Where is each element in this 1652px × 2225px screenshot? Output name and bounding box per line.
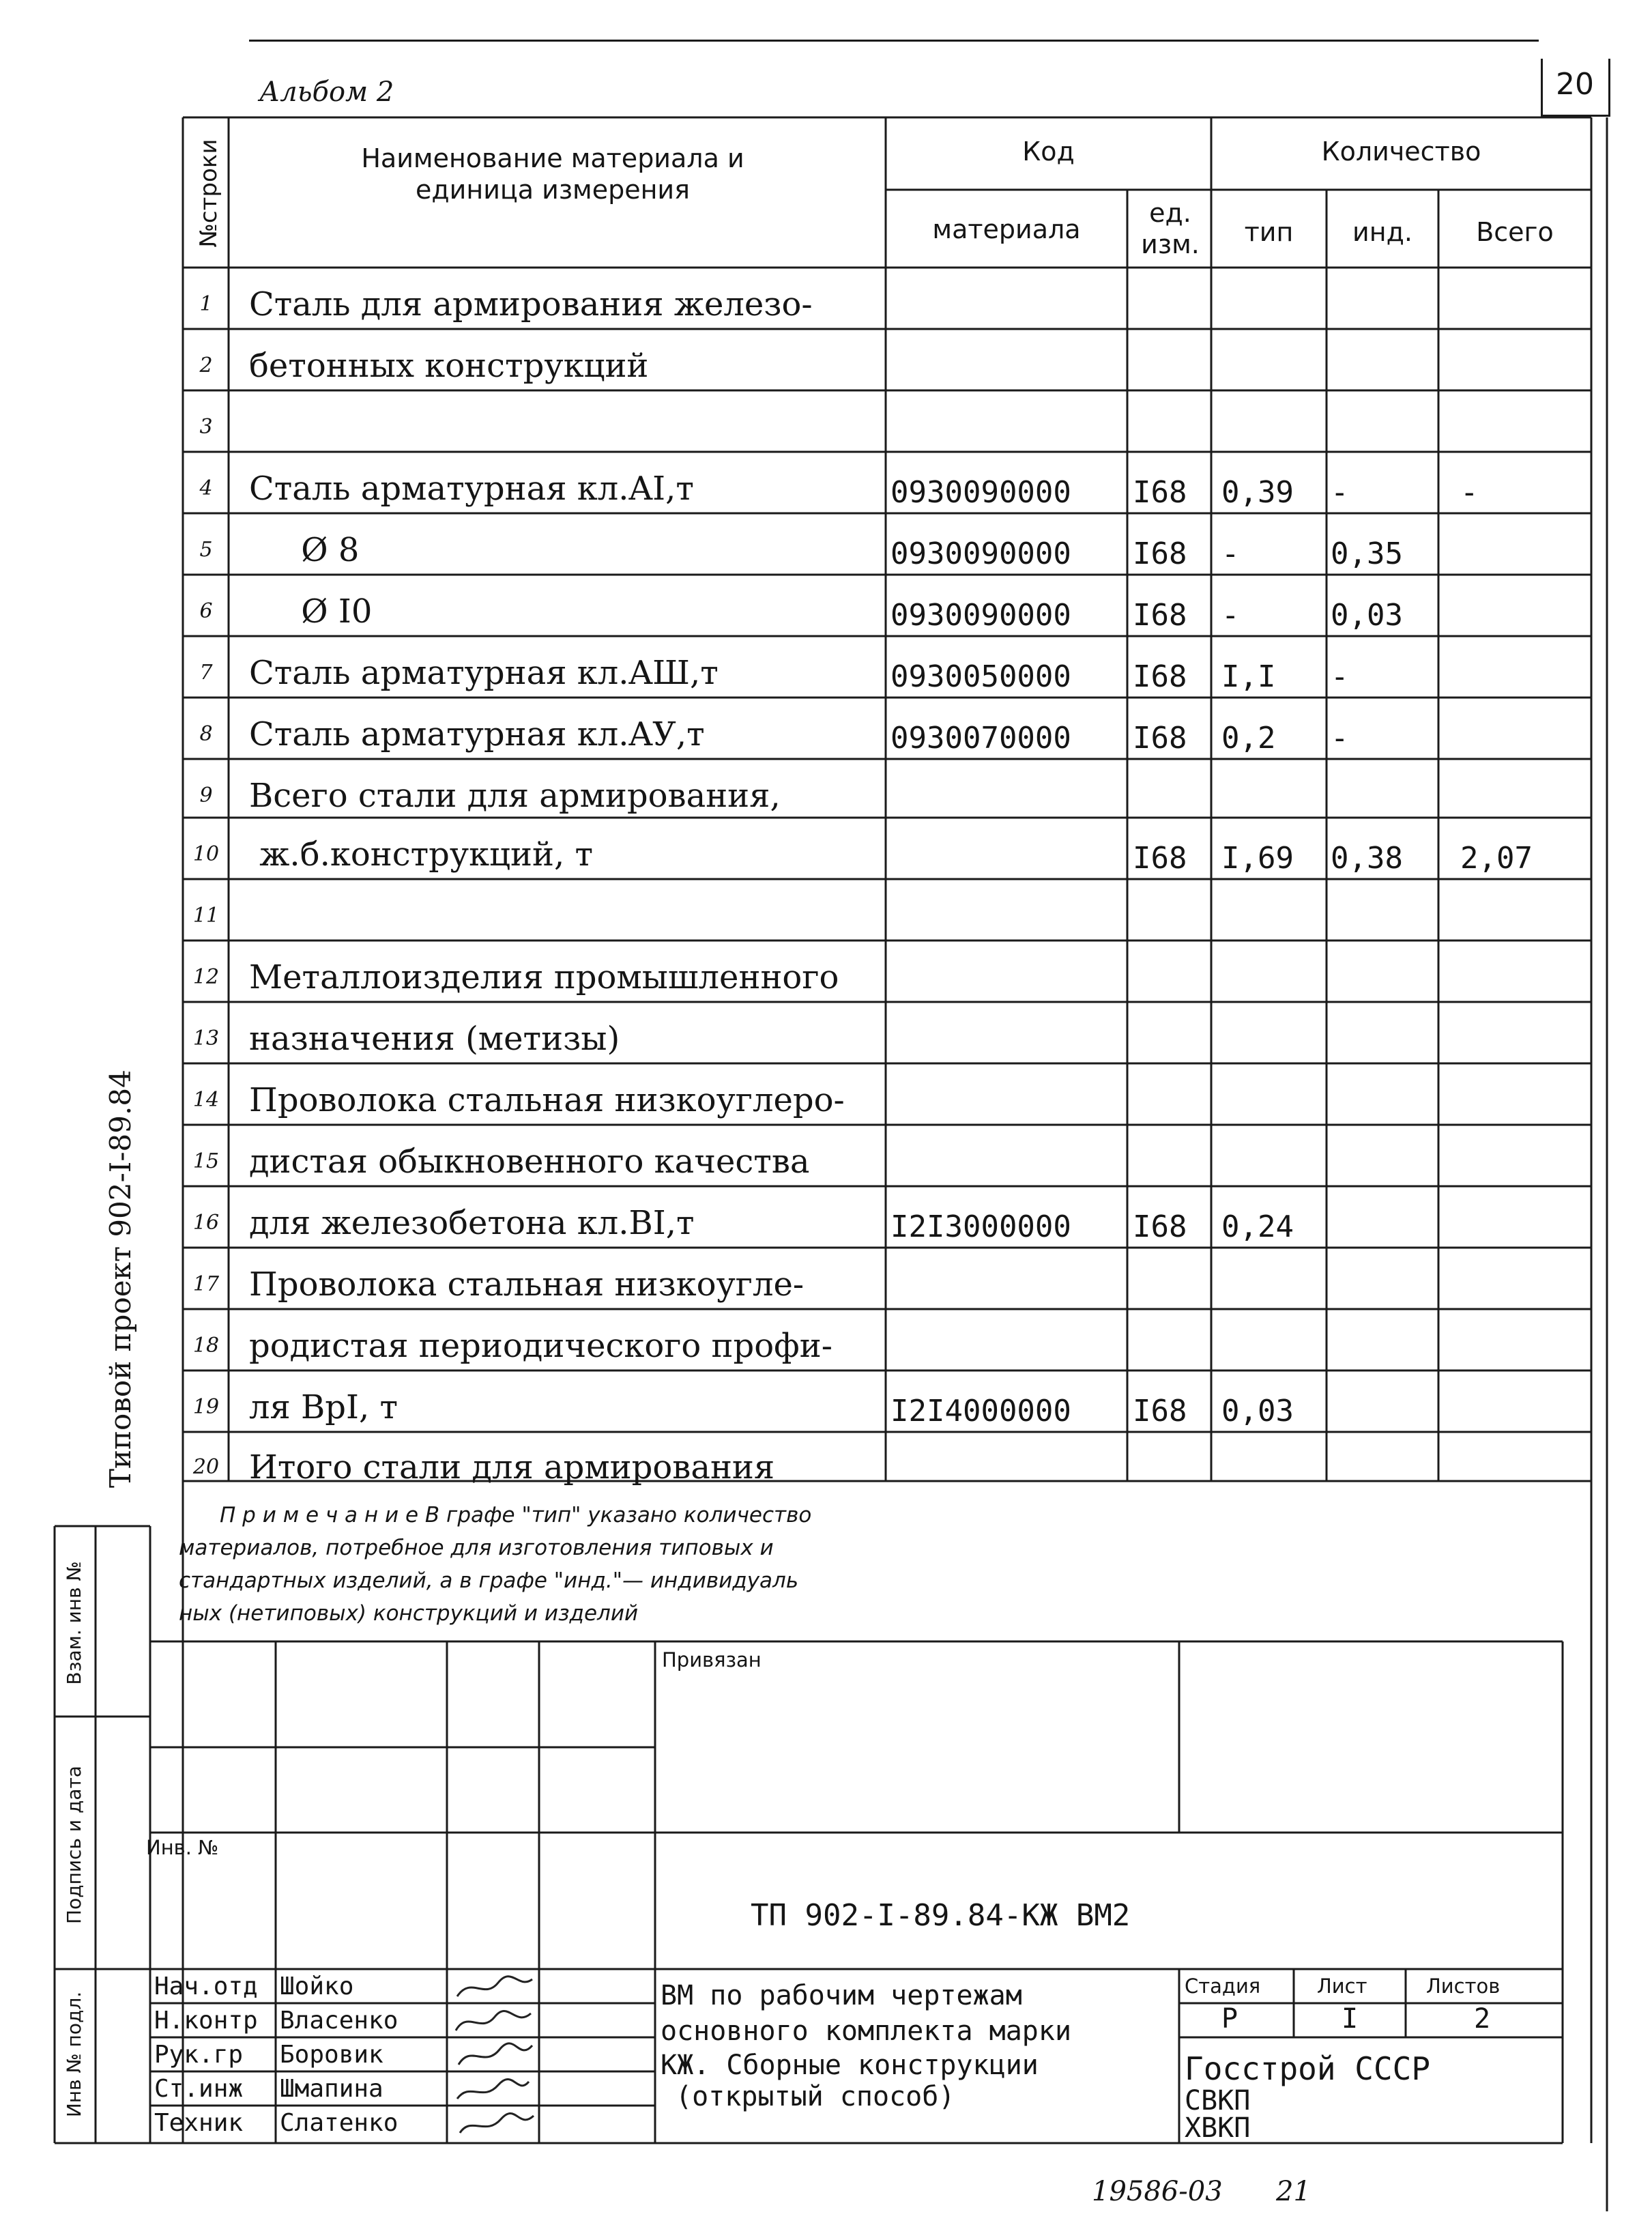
qty-ind: 0,35: [1331, 536, 1403, 571]
row-number: 18: [192, 1334, 220, 1358]
col-ind-header: инд.: [1352, 217, 1412, 247]
material-name: Ø 8: [249, 531, 360, 569]
staff-role: Нач.отд: [154, 1972, 258, 2000]
row-number: 7: [199, 661, 213, 685]
material-name: для железобетона кл.BI,т: [249, 1204, 695, 1242]
org-line-2: СВКП: [1185, 2085, 1251, 2116]
row-number: 14: [192, 1088, 220, 1112]
material-code: 0930090000: [890, 536, 1071, 571]
sheet-label: Лист: [1317, 1975, 1367, 1998]
qty-tip: 0,24: [1221, 1209, 1294, 1244]
material-name: Сталь арматурная кл.AШ,т: [249, 654, 719, 692]
row-number: 20: [192, 1455, 220, 1479]
qty-tip: -: [1221, 598, 1240, 633]
material-code: 0930090000: [890, 475, 1071, 510]
material-code: 0930050000: [890, 659, 1071, 694]
qty-ind: 0,38: [1331, 841, 1403, 876]
unit-code: I68: [1133, 598, 1187, 633]
unit-code: I68: [1133, 1394, 1187, 1429]
row-number: 1: [199, 292, 213, 316]
col-row-no-header: №строки: [195, 139, 222, 248]
qty-total: -: [1460, 475, 1479, 510]
row-number: 2: [199, 354, 213, 377]
title-line-4: (открытый способ): [676, 2081, 955, 2112]
row-number: 6: [199, 599, 213, 623]
material-name: Сталь арматурная кл.AУ,т: [249, 715, 705, 753]
unit-code: I68: [1133, 659, 1187, 694]
material-name: родистая периодического профи-: [249, 1327, 832, 1365]
col-tip-header: тип: [1244, 217, 1294, 247]
row-number: 4: [199, 476, 213, 500]
material-name: Сталь для армирования железо-: [249, 285, 813, 324]
footer-stamp: 19586-03: [1092, 2176, 1223, 2207]
sheets-label: Листов: [1426, 1975, 1501, 1998]
note-line-2: материалов, потребное для изготовления типовых и: [179, 1536, 774, 1561]
material-code: 0930090000: [890, 598, 1071, 633]
material-name: Итого стали для армирования: [249, 1448, 775, 1487]
footer-page: 21: [1276, 2176, 1311, 2207]
note: [179, 1499, 811, 1630]
title-line-1: ВМ по рабочим чертежам: [661, 1980, 1022, 2011]
material-name: бетонных конструкций: [249, 347, 649, 385]
material-name: Сталь арматурная кл.AI,т: [249, 470, 694, 508]
row-number: 10: [192, 842, 220, 866]
inv-no-label: Инв. №: [146, 1836, 219, 1859]
stage-label: Стадия: [1185, 1975, 1261, 1998]
qty-tip: 0,39: [1221, 475, 1294, 510]
qty-ind: -: [1331, 721, 1349, 756]
row-number: 9: [199, 784, 213, 807]
privyazan-label: Привязан: [662, 1648, 762, 1671]
col-qty-header: Количество: [1321, 137, 1481, 167]
row-number: 12: [192, 965, 220, 989]
qty-total: 2,07: [1460, 841, 1533, 876]
row-number: 5: [199, 538, 213, 562]
project-label: Типовой проект 902-I-89.84: [104, 1070, 137, 1488]
material-name: дистая обыкновенного качества: [249, 1143, 810, 1181]
material-name: назначения (метизы): [249, 1020, 620, 1058]
inv-podl-label: Инв № подл.: [63, 1991, 85, 2118]
staff-name: Слатенко: [280, 2109, 398, 2137]
row-number: 15: [192, 1149, 220, 1173]
vzam-inv-label: Взам. инв №: [63, 1561, 85, 1685]
unit-code: I68: [1133, 721, 1187, 756]
unit-code: I68: [1133, 536, 1187, 571]
qty-tip: I,I: [1221, 659, 1276, 694]
note-line-4: ных (нетиповых) конструкций и изделий: [179, 1601, 639, 1626]
material-name: Всего стали для армирования,: [249, 777, 781, 815]
material-code: 0930070000: [890, 721, 1071, 756]
col-code-header: Код: [1022, 137, 1075, 167]
document-code: ТП 902-I-89.84-КЖ ВМ2: [751, 1898, 1131, 1933]
row-number: 19: [192, 1395, 220, 1419]
staff-role: Рук.гр: [154, 2041, 244, 2069]
col-total-header: Всего: [1476, 217, 1554, 247]
qty-ind: -: [1331, 659, 1349, 694]
row-number: 13: [192, 1027, 220, 1050]
note-line-1: П р и м е ч а н и е В графе "тип" указано количество: [220, 1503, 812, 1527]
note-line-3: стандартных изделий, а в графе "инд."— индивидуаль: [179, 1568, 799, 1594]
material-name: ж.б.конструкций, т: [249, 835, 594, 874]
staff-name: Власенко: [280, 2007, 398, 2035]
unit-code: I68: [1133, 841, 1187, 876]
material-name: Проволока стальная низкоугле-: [249, 1265, 805, 1304]
album-label: Альбом 2: [259, 76, 394, 108]
qty-tip: 0,03: [1221, 1394, 1294, 1429]
material-name: Металлоизделия промышленного: [249, 958, 839, 996]
stage-value: Р: [1221, 2003, 1238, 2035]
sheets-value: 2: [1474, 2003, 1491, 2035]
material-name: ля BpI, т: [249, 1388, 398, 1426]
staff-role: Техник: [154, 2109, 244, 2137]
qty-ind: -: [1331, 475, 1349, 510]
unit-code: I68: [1133, 1209, 1187, 1244]
row-number: 17: [192, 1272, 220, 1296]
page-number: 20: [1556, 67, 1594, 102]
staff-name: Боровик: [280, 2041, 383, 2069]
qty-tip: -: [1221, 536, 1240, 571]
title-line-3: КЖ. Сборные конструкции: [661, 2050, 1039, 2081]
unit-code: I68: [1133, 475, 1187, 510]
col-name-header: Наименование материала и единица измерения: [361, 143, 744, 205]
org-line-3: ХВКП: [1185, 2112, 1251, 2144]
qty-tip: 0,2: [1221, 721, 1276, 756]
qty-tip: I,69: [1221, 841, 1294, 876]
col-unit-header: ед. изм.: [1141, 198, 1200, 259]
qty-ind: 0,03: [1331, 598, 1403, 633]
podpis-data-label: Подпись и дата: [63, 1766, 85, 1924]
material-name: Проволока стальная низкоуглеро-: [249, 1081, 845, 1119]
staff-role: Н.контр: [154, 2007, 258, 2035]
title-line-2: основного комплекта марки: [661, 2015, 1072, 2047]
col-material-header: материала: [932, 214, 1081, 244]
staff-role: Ст.инж: [154, 2075, 244, 2103]
row-number: 3: [199, 415, 213, 439]
staff-name: Шойко: [280, 1972, 354, 2000]
material-code: I2I4000000: [890, 1394, 1071, 1429]
signatures: [450, 1969, 539, 2143]
row-number: 11: [192, 904, 220, 928]
material-code: I2I3000000: [890, 1209, 1071, 1244]
row-number: 16: [192, 1211, 220, 1235]
sheet-value: I: [1342, 2003, 1359, 2035]
staff-name: Шмапина: [280, 2075, 383, 2103]
material-name: Ø I0: [249, 592, 373, 631]
row-number: 8: [199, 722, 213, 746]
org-line-1: Госстрой СССР: [1185, 2050, 1431, 2087]
